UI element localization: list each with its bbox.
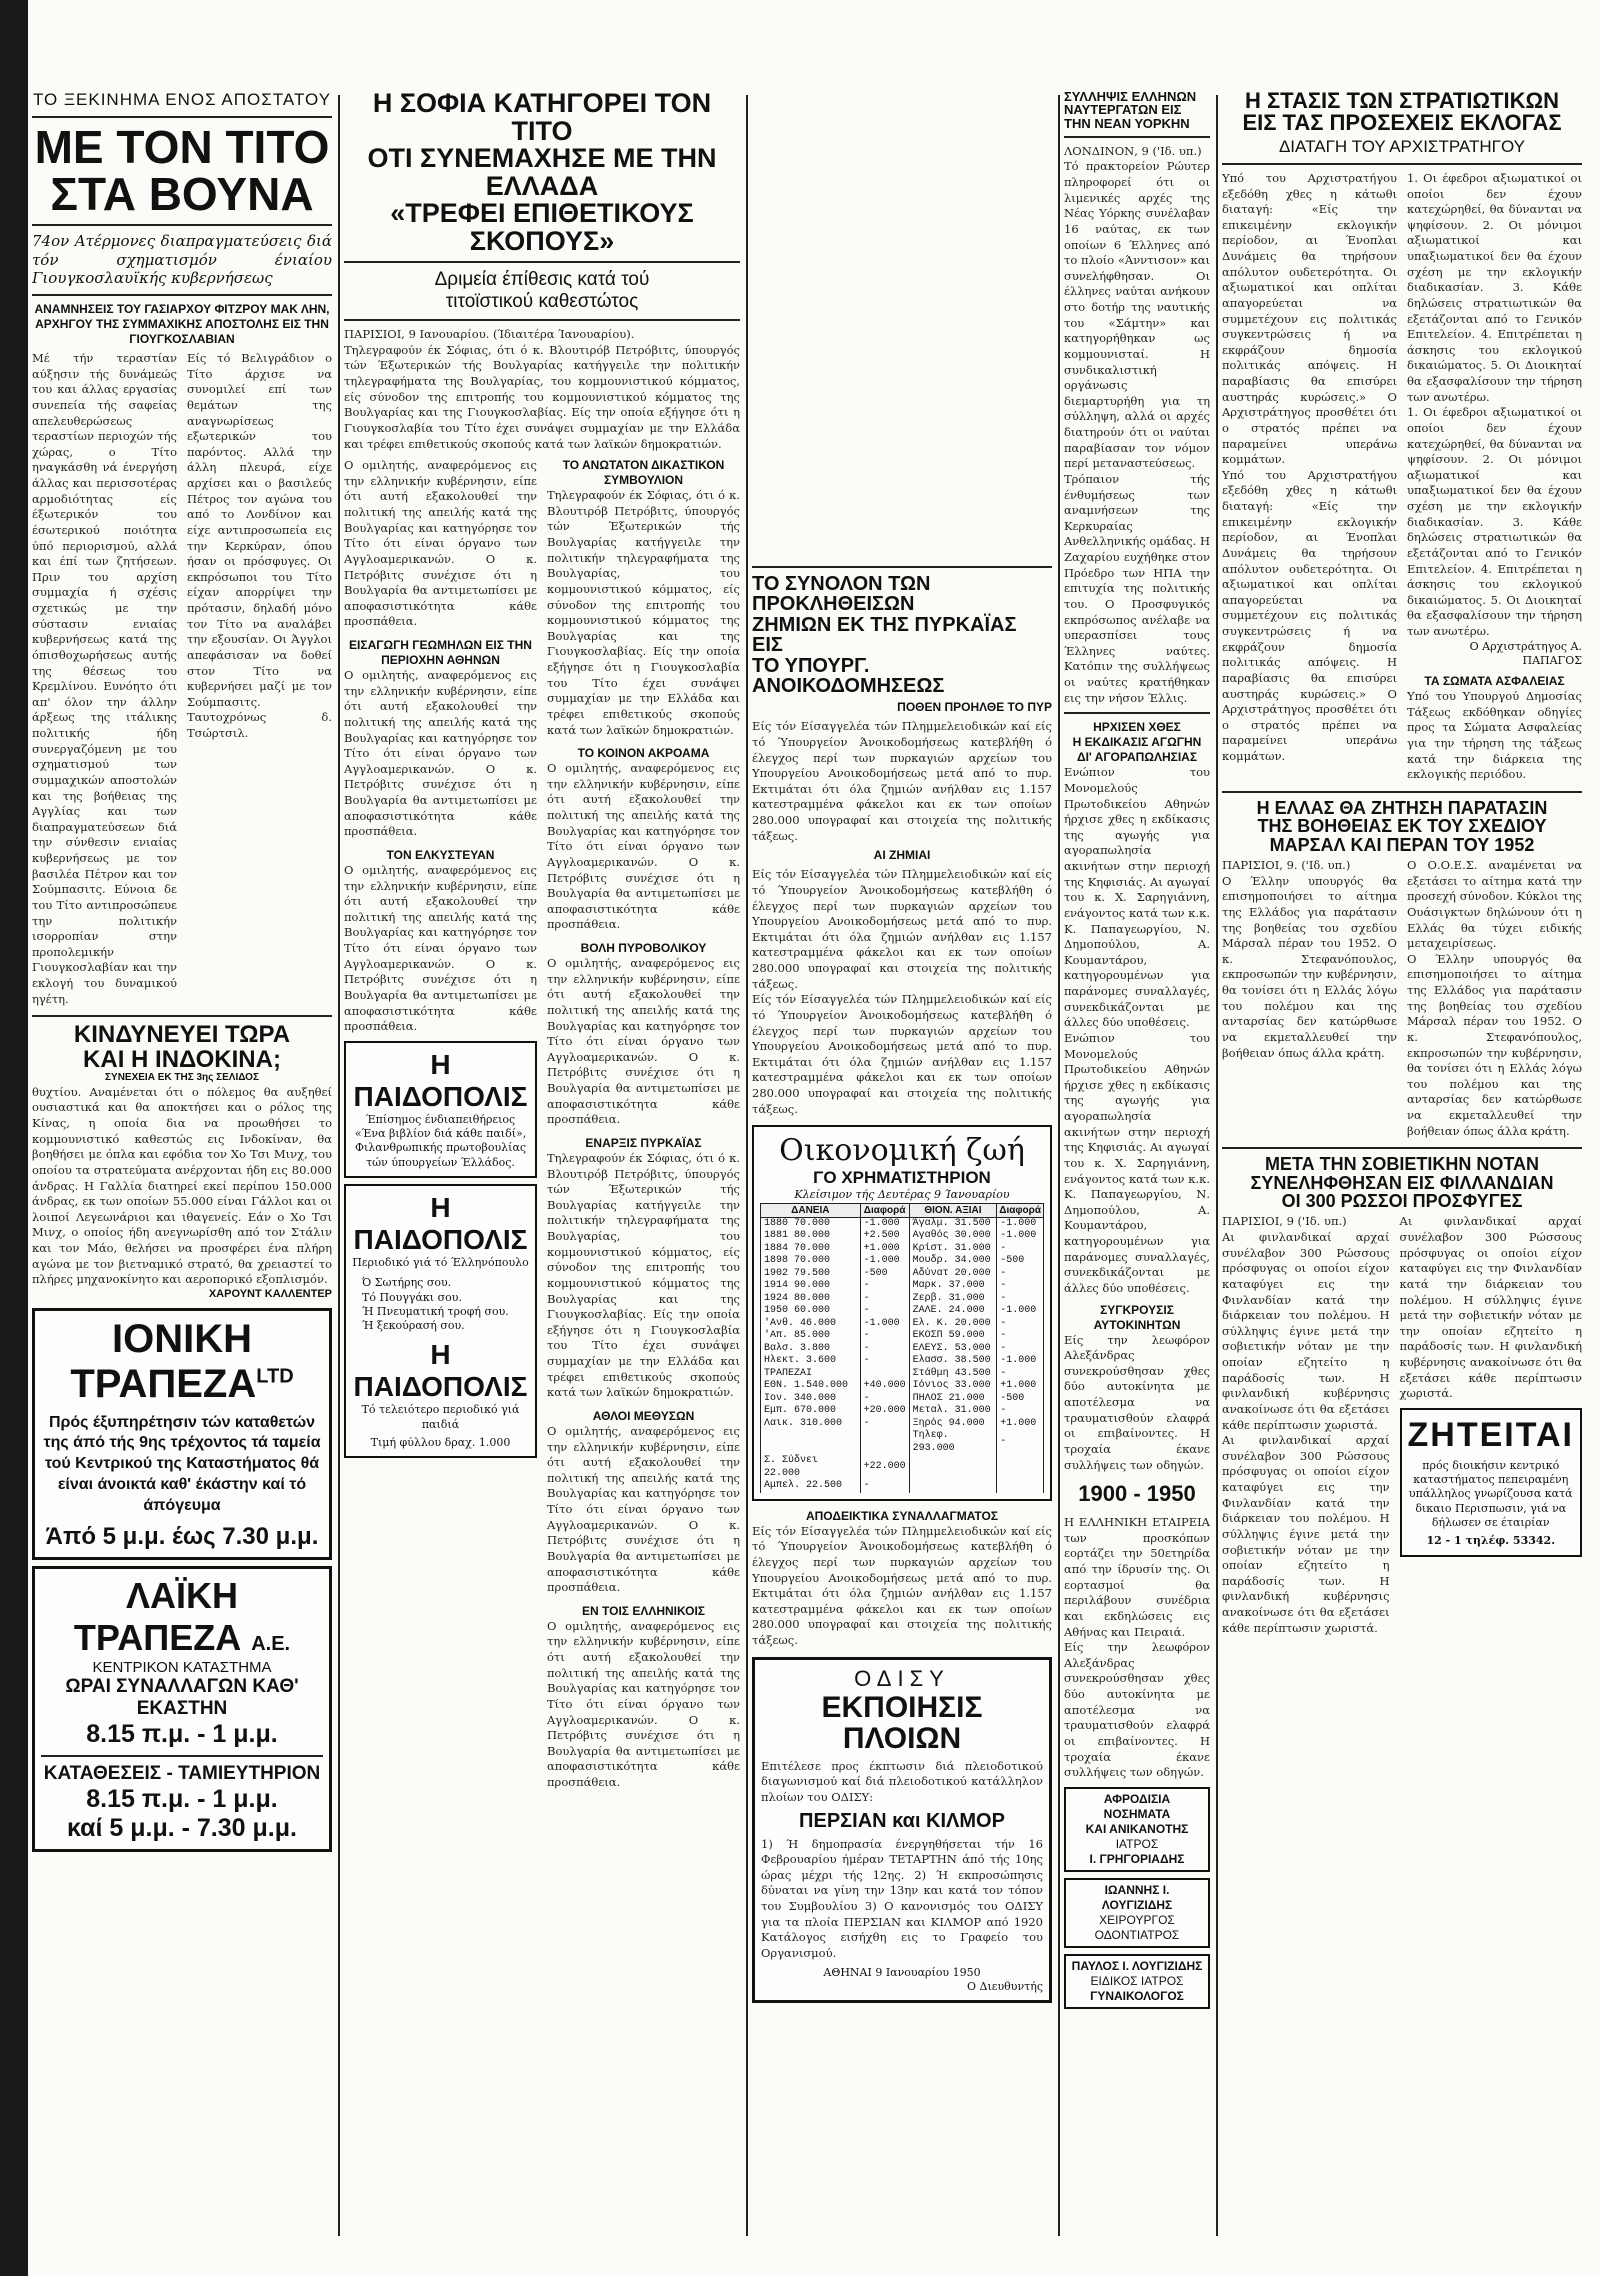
table-row [761, 1293, 1044, 1306]
headline: ΚΙΝΔΥΝΕΥΕΙ ΤΩΡΑ [73, 1021, 291, 1049]
article-text: Αι φινλανδικαί αρχαί συνέλαβον 300 Ρώσσους πρόσφυγας οι οποίοι είχον καταφύγει εις την Φινλανδίαν κατά την διάρκειαν του πολέμου. Η σύλληψις έγινε μετά την σοβιετικήν νόταν με την οποίαν εζητείτο η παράδοσίς των. Η φινλανδική κυβέρνησις ανακοίνωσε ότι θα εξετάσει κάθε περίπτωσιν χωριστά. [1222, 1230, 1390, 1432]
table-cell: - [860, 1305, 909, 1318]
signoff: Ο Αρχιστράτηγος Α. ΠΑΠΑΓΟΣ [1469, 639, 1582, 667]
stock-table [760, 1203, 1044, 1493]
table-cell: - [997, 1343, 1044, 1356]
table-cell: +2.500 [860, 1230, 909, 1243]
headline: ΤΟ ΣΥΝΟΛΟΝ ΤΩΝ ΠΡΟΚΛΗΘΕΙΣΩΝ [752, 573, 931, 616]
table-cell: 1884 70.000 [761, 1243, 861, 1256]
table-cell: 'Απ. 85.000 [761, 1330, 861, 1343]
ad-line: 8.15 π.μ. - 1 μ.μ. [86, 1784, 278, 1813]
column-header: Διαφορά [860, 1203, 909, 1217]
article-text: Ο ομιλητής, αναφερόμενος εις την ελληνικήν κυβέρνησιν, είπε ότι αυτή εξακολουθεί την πολιτική της απειλής κατά της Βουλγαρίας και κατηγόρησε τον Τίτο ότι είναι όργανο των Αγγλοαμερικανών. Ο κ. Πετρόβιτς συνέχισε ότι η Βουλγαρία θα αντιμετωπίσει με αποφασιστικότητα κάθε προσπάθεια. [547, 956, 740, 1127]
ad-title: ΛΑΪΚΗ ΤΡΑΠΕΖΑ [73, 1574, 242, 1658]
section-heading: ΗΡΧΙΣΕΝ ΧΘΕΣ [1093, 720, 1181, 735]
article-text: Είς τόν Είσαγγελέα τών Πλημμελειοδικών καί είς τό Ύπουργείον Άνοικοδομήσεως κατεβλήθη ό έλεγχος περί των πυρκαγιών αρχείων του Υπουργείου Ανοικοδομήσεως μετά από το πυρ. Εκτιμάται ότι όλα ζημιών ανήλθαν εις 1.157 κατεστραμμένα φάκελοι και εκ των οποίων 280.000 υπογραφαί και στοιχεία της πολιτικής τάξεως. [752, 867, 1052, 991]
article-text: Ο Έλλην υπουργός θα επισημοποιήσει το αίτημα της Ελλάδος για παράτασιν της βοηθείας του σχεδίου Μάρσαλ πέραν του 1952. Ο κ. Στεφανόπουλος, εκπροσωπών την κυβέρνησιν, θα τονίσει ότι η Ελλάς λόγω του πολέμου και της ανταρσίας δεν κατώρθωσε να εκμεταλλευθεί την βοήθειαν όπως άλλα κράτη. [1222, 873, 1397, 1060]
doctor-ad [1064, 1787, 1210, 1872]
table-cell: Αδύνατ 20.000 [909, 1268, 997, 1281]
table-cell: Αμπελ. 22.500 [761, 1480, 861, 1493]
table-cell: +40.000 [860, 1380, 909, 1393]
table-cell: - [860, 1480, 909, 1493]
table-cell: -1.000 [860, 1255, 909, 1268]
deck: 74ον Ατέρμονες διαπραγματεύσεις διά τόν σχηματισμόν ένιαίου Γιουγκοσλαυϊκής κυβερνήσεως [32, 231, 332, 288]
table-cell [761, 1430, 861, 1455]
headline: ΤΗΝ ΝΕΑΝ ΥΟΡΚΗΝ [1064, 115, 1190, 131]
table-row [761, 1393, 1044, 1406]
table-cell: 1924 80.000 [761, 1293, 861, 1306]
headline: ΣΤΑ ΒΟΥΝΑ [50, 167, 314, 220]
headline: ΟΙ 300 ΡΩΣΣΟΙ ΠΡΟΣΦΥΓΕΣ [1281, 1191, 1523, 1212]
deck: ΠΟΘΕΝ ΠΡΟΗΛΘΕ ΤΟ ΠΥΡ [897, 700, 1052, 715]
section-heading: ΕΝ ΤΟΙΣ ΕΛΛΗΝΙΚΟΙΣ [582, 1603, 705, 1618]
ad-list-item: Ό Σωτήρης σου. [362, 1276, 452, 1290]
ad-line: ΧΕΙΡΟΥΡΓΟΣ ΟΔΟΝΤΙΑΤΡΟΣ [1094, 1912, 1180, 1942]
table-cell: Σ. Σύδνει 22.000 [761, 1455, 861, 1480]
section-heading: ΑΘΛΟΙ ΜΕΘΥΣΩΝ [592, 1408, 695, 1423]
ad-title-suffix: LTD [256, 1365, 294, 1388]
section-heading: ΑΙ ΖΗΜΙΑΙ [873, 848, 931, 863]
section-heading: ΤΑ ΣΩΜΑΤΑ ΑΣΦΑΛΕΙΑΣ [1424, 674, 1565, 689]
article-text: Ενώπιον του Μονομελούς Πρωτοδικείου Αθηνών ήρχισε χθες η εκδίκασις της αγωγής για αγοραπωλησία ακινήτων στην περιοχή της Κηφισιάς. Αι αγωγαί του κ. Χ. Σαρηγιάννη, ενάγοντος κατά των κ.κ. Κ. Παπαγεωργίου, Ν. Δημοπούλου, Α. Κουμαντάρου, κατηγορουμένων για παράνομες συναλλαγές, συνεκδικάζονται με άλλες δύο υποθέσεις. [1064, 1030, 1210, 1295]
ad-line: 8.15 π.μ. - 1 μ.μ. [86, 1719, 278, 1748]
table-cell: Τηλεφ. 293.000 [909, 1430, 997, 1455]
ad-line: ΙΑΤΡΟΣ [1115, 1836, 1159, 1851]
article-text: Ο ομιλητής, αναφερόμενος εις την ελληνικήν κυβέρνησιν, είπε ότι αυτή εξακολουθεί την πολιτική της απειλής κατά της Βουλγαρίας και κατηγόρησε τον Τίτο ότι είναι όργανο των Αγγλοαμερικανών. Ο κ. Πετρόβιτς συνέχισε ότι η Βουλγαρία θα αντιμετωπίσει με αποφασιστικότητα κάθε προσπάθεια. [547, 761, 740, 932]
table-cell: Λαικ. 310.000 [761, 1418, 861, 1431]
table-cell: +1.000 [860, 1243, 909, 1256]
section-heading: ΤΟ ΑΝΩΤΑΤΟΝ ΔΙΚΑΣΤΙΚΟΝ ΣΥΜΒΟΥΛΙΟΝ [562, 458, 725, 488]
ad-line: ΚΕΝΤΡΙΚΟΝ ΚΑΤΑΣΤΗΜΑ [92, 1658, 272, 1676]
ad-text: 1) Ή δημοπρασία ένεργηθήσεται τήν 16 Φεβρουαρίου ήμέραν ΤΕΤΑΡΤΗΝ άπό τής 10ης ώρας μέχρι τής 12ης. 2) Ή εκπροσώπησις δύναται να γίνη την 13ην και κατά τον τόπον του Συμβουλίου 3) Ο κανονισμός του ΟΔΙΣΥ για τα πλοία ΠΕΡΣΙΑΝ και ΚΙΛΜΟΡ από 1920 Κατάλογος εισήχθη εις το Γραφείο του Οργανισμού. [761, 1836, 1043, 1960]
table-row [761, 1268, 1044, 1281]
article-text: Είς την λεωφόρον Αλεξάνδρας συνεκρούσθησαν χθες δύο αυτοκίνητα με αποτέλεσμα να τραυματισθούν ελαφρά οι επιβαίνοντες. Η τροχαία έκανε συλλήψεις των οδηγών. [1064, 1332, 1210, 1472]
section-heading: ΕΙΣΑΓΩΓΗ ΓΕΩΜΗΛΩΝ ΕΙΣ ΤΗΝ ΠΕΡΙΟΧΗΝ ΑΘΗΝΩΝ [349, 638, 532, 668]
table-cell: ΕΛΕΥΣ. 53.000 [909, 1343, 997, 1356]
table-cell: -500 [860, 1268, 909, 1281]
headline: Η ΣΟΦΙΑ ΚΑΤΗΓΟΡΕΙ ΤΟΝ ΤΙΤΟ [372, 90, 712, 146]
column-5 [1222, 90, 1582, 2246]
ad-ships: ΠΕΡΣΙΑΝ και ΚΙΛΜΟΡ [799, 1809, 1005, 1832]
kicker: ΤΟ ΞΕΚΙΝΗΜΑ ΕΝΟΣ ΑΠΟΣΤΑΤΟΥ [32, 90, 332, 109]
section-date: Κλείσιμον τής Δευτέρας 9 Ίανουαρίου [794, 1188, 1010, 1202]
ad-line: ΕΙΔΙΚΟΣ ΙΑΤΡΟΣ [1090, 1973, 1184, 1988]
table-cell: -1.000 [997, 1230, 1044, 1243]
ship-sale-ad [752, 1657, 1052, 2003]
table-row [761, 1418, 1044, 1431]
magazine-ad [344, 1041, 537, 1178]
table-cell: Ζερβ. 31.000 [909, 1293, 997, 1306]
table-cell [997, 1480, 1044, 1493]
ad-date: ΑΘΗΝΑΙ 9 Ιανουαρίου 1950 [823, 1965, 981, 1979]
section-heading: ΕΝΑΡΞΙΣ ΠΥΡΚΑΪΑΣ [585, 1135, 702, 1150]
ad-line: ΑΦΡΟΔΙΣΙΑ ΝΟΣΗΜΑΤΑ [1103, 1791, 1171, 1821]
table-row [761, 1243, 1044, 1256]
table-row [761, 1305, 1044, 1318]
headline: «ΤΡΕΦΕΙ ΕΠΙΘΕΤΙΚΟΥΣ ΣΚΟΠΟΥΣ» [390, 198, 694, 256]
table-cell: +20.000 [860, 1405, 909, 1418]
ad-title: ΖΗΤΕΙΤΑΙ [1407, 1415, 1574, 1454]
table-row [761, 1280, 1044, 1293]
column-2 [344, 90, 740, 2246]
ad-text: Επιτέλεσε προς έκπτωσιν διά πλειοδοτικού διαγωνισμού καί διά πλειοδοτικού κατάλληλον πλοίων του ΟΔΙΣΥ: [761, 1758, 1043, 1804]
deck: Δριμεία έπίθεσις κατά τού [434, 269, 650, 291]
ad-line: ΙΩΑΝΝΗΣ Ι. ΛΟΥΓΙΖΙΔΗΣ [1101, 1882, 1173, 1912]
article-text: Υπό του Αρχιστρατήγου εξεδόθη χθες η κάτωθι διαταγή: «Είς την επικειμένην εκλογικήν περίοδον, αι Ένοπλαι Δυνάμεις θα τηρήσουν απόλυτον ουδετερότητα. Οι αξιωματικοί και οπλίται απαγορεύεται να συμμετέχουν εις πολιτικάς συγκεντρώσεις ή να εκφράζουν δημοσία πολιτικάς απόψεις. Η παραβίασις θα επισύρει αυστηράς κυρώσεις.» Ο Αρχιστράτηγος προσθέτει ότι ο στρατός πρέπει να παραμείνει υπεράνω κομμάτων. [1222, 170, 1397, 467]
ad-line: ΓΥΝΑΙΚΟΛΟΓΟΣ [1090, 1988, 1184, 2003]
article-text: Τηλεγραφούν έκ Σόφιας, ότι ό κ. Βλουτιρόβ Πετρόβιτς, ύπουργός τών Έξωτερικών τής Βουλγαρίας κατήγγειλε την πολιτικήν τηλεγραφήματα της Βουλγαρίας, του κομμουνιστικού κόμματος, είς σύνοδον της επιτροπής του κομμουνιστικού κόμματος της Βουλγαρίας και της Γιουγκοσλαβίας. Είς την οποία εξήγησε ότι η Γιουγκοσλαβία του Τίτο έχει συνάψει συμμαχίαν με την Ελλάδα και τρέφει επιθετικούς σκοπούς κατά των λαϊκών δημοκρατιών. [547, 1150, 740, 1400]
article-text: Είς τό Βελιγράδιον ο Τίτο άρχισε να συνομιλεί επί των θεμάτων της αναγνωρίσεως εξωτερικών του παρόντος. Αλλά την άλλη πλευρά, είχε αρχίσει και ο βασιλεύς Πέτρος τον αγώνα του από το Λονδίνον και είχε αντιπροσωπεία εις την Κερκύραν, όπου ήσαν οι πρόσφυγες. Οι εκπρόσωποι του Τίτο είχαν απορρίψει την πρότασιν, δηλαδή μόνο τον Τίτο να αναλάβει την εξουσίαν. Οι Άγγλοι απεφάσισαν να δοθεί στον Τίτο να κυβερνήσει μαζί με τον Σούμπασιτς. Ταυτοχρόνως δ. Τσώρτσιλ. [187, 351, 332, 741]
headline: ΕΙΣ ΤΑΣ ΠΡΟΣΕΧΕΙΣ ΕΚΛΟΓΑΣ [1242, 110, 1562, 136]
section-heading: Η ΕΚΔΙΚΑΣΙΣ ΑΓΩΓΗΝ [1072, 735, 1202, 750]
table-cell: 1914 90.000 [761, 1280, 861, 1293]
table-cell: Μουδρ. 34.000 [909, 1255, 997, 1268]
article-text: Η ΕΛΛΗΝΙΚΗ ΕΤΑΙΡΕΙΑ των προσκόπων εορτάζει την 50ετηρίδα από την ίδρυσίν της. Οι εορτασμοί θα περιλάβουν συνέδρια και εκδηλώσεις εις Αθήνας και Πειραιά. [1064, 1515, 1210, 1639]
article-text: Ο ομιλητής, αναφερόμενος εις την ελληνικήν κυβέρνησιν, είπε ότι αυτή εξακολουθεί την πολιτική της απειλής κατά της Βουλγαρίας και κατηγόρησε τον Τίτο ότι είναι όργανο των Αγγλοαμερικανών. Ο κ. Πετρόβιτς συνέχισε ότι η Βουλγαρία θα αντιμετωπίσει με αποφασιστικότητα κάθε προσπάθεια. [344, 458, 537, 629]
ad-list-item: Ή Πνευματική τροφή σου. [362, 1304, 509, 1318]
dateline: ΠΑΡΙΣΙΟΙ, 9. ('Ιδ. υπ.) [1222, 858, 1351, 873]
table-cell: - [997, 1280, 1044, 1293]
section-heading: ΤΟΝ ΕΛΚΥΣΤΕΥΑΝ [386, 847, 495, 862]
article-text: Τρόπαιον τής ένθυμήσεως των αναμνήσεων της Κερκυραίας Ανθελληνικής ομάδας. Η Ζαχαρίου ευχήθηκε στον Πρόεδρο των ΗΠΑ την επιτυχία της πολιτικής του. Ο Προσφυγικός εκπρόσωπος ανέλαβε να υπερασπίσει τους Έλληνες ναύτες. Κατόπιν της συλλήψεως οι ναύτες κρατήθηκαν εις την νήσον Έλλις. [1064, 471, 1210, 705]
table-cell: ΕΚΟΣΠ 59.000 [909, 1330, 997, 1343]
table-cell: 1881 80.000 [761, 1230, 861, 1243]
ad-title: ΕΚΠΟΙΗΣΙΣ ΠΛΟΙΩΝ [821, 1690, 983, 1756]
table-row [761, 1480, 1044, 1493]
table-row [761, 1217, 1044, 1230]
table-row [761, 1343, 1044, 1356]
ad-org: ΟΔΙΣΥ [854, 1665, 950, 1691]
table-cell: - [997, 1293, 1044, 1306]
table-cell [860, 1368, 909, 1381]
column-divider [1216, 95, 1218, 2236]
deck: ΔΙΑΤΑΓΗ ΤΟΥ ΑΡΧΙΣΤΡΑΤΗΓΟΥ [1278, 136, 1526, 156]
continuation-note: ΣΥΝΕΧΕΙΑ ΕΚ ΤΗΣ 3ης ΣΕΛΙΔΟΣ [105, 1072, 259, 1084]
table-cell: Ξηρός 94.000 [909, 1418, 997, 1431]
table-cell: Κρίστ. 31.000 [909, 1243, 997, 1256]
deck: τιτοϊστικού καθεστώτος [445, 291, 639, 313]
table-cell [997, 1455, 1044, 1480]
ad-text: Έπίσημος ένδιαπειθήρειος «Ένα βιβλίον διά κάθε παιδί», Φιλανθρωπικής πρωτοβουλίας τών ύπουργείων Έλλάδος. [354, 1112, 527, 1169]
ad-line: ΩΡΑΙ ΣΥΝΑΛΛΑΓΩΝ ΚΑΘ' ΕΚΑΣΤΗΝ [65, 1675, 299, 1719]
table-cell: Βαλσ. 3.800 [761, 1343, 861, 1356]
table-cell: Μαρκ. 37.000 [909, 1280, 997, 1293]
table-cell: ΖΑΛΕ. 24.000 [909, 1305, 997, 1318]
headline: ΤΟ ΥΠΟΥΡΓ. ΑΝΟΙΚΟΔΟΜΗΣΕΩΣ [752, 654, 945, 697]
doctor-ad [1064, 1878, 1210, 1948]
ad-text: πρός διοικήσιν κεντρικό καταστήματος πεπειραμένη υπάλληλος γνωρίζουσα κατά δικαιο Περισπωσιν, γιά να δήλωσεν σε έταιρίαν [1408, 1458, 1573, 1530]
section-subtitle: ΓΟ ΧΡΗΜΑΤΙΣΤΗΡΙΟΝ [813, 1168, 991, 1188]
ad-text: Περιοδικό γιά τό Έλληνόπουλο [352, 1256, 529, 1269]
table-cell: - [997, 1318, 1044, 1331]
table-cell: - [997, 1330, 1044, 1343]
headline: ΖΗΜΙΩΝ ΕΚ ΤΗΣ ΠΥΡΚΑΪΑΣ ΕΙΣ [752, 613, 1017, 657]
article-text: 1. Οι έφεδροι αξιωματικοί οι οποίοι δεν έχουν κατεχώρηθεί, θα δύνανται να ψηφίσουν. 2. Οι μόνιμοι αξιωματικοί και υπαξιωματικοί δεν θα έχουν σχέση με την εκλογικήν διαδικασίαν. 3. Κάθε δηλώσεις στρατιωτικών θα εξετάζονται από το Γενικόν Επιτελείον. 4. Επιτρέπεται η άσκησις του εκλογικού δικαιώματος. 5. Οι Διοικηταί θα εξασφαλίσουν την τήρηση των ανωτέρω. [1407, 170, 1582, 404]
headline: ΜΕΤΑ ΤΗΝ ΣΟΒΙΕΤΙΚΗΝ ΝΟΤΑΝ [1264, 1154, 1540, 1175]
column-divider [1058, 95, 1060, 2236]
headline: Η ΕΛΛΑΣ ΘΑ ΖΗΤΗΣΗ ΠΑΡΑΤΑΣΙΝ [1256, 797, 1548, 818]
ad-list-item: Ή ξεκούρασή σου. [362, 1319, 465, 1333]
column-4 [1064, 90, 1210, 2246]
article-text: θυχτίου. Αναμένεται ότι ο πόλεμος θα αυξηθεί ουσιαστικά και θα αποκτήσει και ο ρόλος της Κίνας, η οποία δια να προωθήσει το κομμουνιστικό καθεστώς εις Ινδοκίναν, θα βοηθήσει με όπλα και εφόδια τον Χο Τσι Μινχ, του οποίου τα στρατεύματα ανέρχονται ήδη εις 80.000 άνδρας. Η Γαλλία διατηρεί εκεί περίπου 150.000 άνδρας, εκ των οποίων 55.000 είναι Γάλλοι και οι λοιποί Λεγεωνάριοι και ιθαγενείς. Εάν ο Χο Τσι Μινχ, ο οποίος ήδη ανεγνωρίσθη από τον Στάλιν και τον Μάο, θελήσει να προσφέρει ένα πλήρη αγώνα με τον βιετναμικό στρατό, θα χρειαστεί το πλήρες μηχανοκίνητο και αεροπορικό εξοπλισμόν. [32, 1084, 332, 1287]
headline: ΝΑΥΤΕΡΓΑΤΩΝ ΕΙΣ [1064, 102, 1182, 118]
ad-signature: Ο Διευθυντής [967, 1979, 1043, 1993]
table-cell: ΕΘΝ. 1.540.000 [761, 1380, 861, 1393]
article-text: Είς τόν Είσαγγελέα τών Πλημμελειοδικών καί είς τό Ύπουργείον Άνοικοδομήσεως κατεβλήθη ό έλεγχος περί των πυρκαγιών αρχείων του Υπουργείου Ανοικοδομήσεως μετά από το πυρ. Εκτιμάται ότι όλα ζημιών ανήλθαν εις 1.157 κατεστραμμένα φάκελοι και εκ των οποίων 280.000 υπογραφαί και στοιχεία της πολιτικής τάξεως. [752, 719, 1052, 843]
table-cell: - [860, 1418, 909, 1431]
ad-title: Η ΠΑΙΔΟΠΟΛΙΣ [353, 1048, 528, 1112]
article-text: Ο ομιλητής, αναφερόμενος εις την ελληνικήν κυβέρνησιν, είπε ότι αυτή εξακολουθεί την πολιτική της απειλής κατά της Βουλγαρίας και κατηγόρησε τον Τίτο ότι είναι όργανο των Αγγλοαμερικανών. Ο κ. Πετρόβιτς συνέχισε ότι η Βουλγαρία θα αντιμετωπίσει με αποφασιστικότητα κάθε προσπάθεια. [547, 1423, 740, 1595]
table-cell: - [860, 1293, 909, 1306]
article-text: Τηλεγραφούν έκ Σόφιας, ότι ό κ. Βλουτιρόβ Πετρόβιτς, ύπουργός τών Έξωτερικών τής Βουλγαρίας κατήγγειλε την πολιτικήν τηλεγραφήματα της Βουλγαρίας, του κομμουνιστικού κόμματος, είς σύνοδον της επιτροπής του κομμουνιστικού κόμματος της Βουλγαρίας και της Γιουγκοσλαβίας. Είς την οποία εξήγησε ότι η Γιουγκοσλαβία του Τίτο έχει συνάψει συμμαχίαν με την Ελλάδα και τρέφει επιθετικούς σκοπούς κατά των λαϊκών δημοκρατιών. [547, 488, 740, 737]
ad-title: Η ΠΑΙΔΟΠΟΛΙΣ [353, 1192, 528, 1255]
headline: ΚΑΙ Η ΙΝΔΟΚΙΝΑ; [83, 1045, 281, 1073]
article-text: Αι φινλανδικαί αρχαί συνέλαβον 300 Ρώσσους πρόσφυγας οι οποίοι είχον καταφύγει εις την Φινλανδίαν κατά την διάρκειαν του πολέμου. Η σύλληψις έγινε μετά την σοβιετικήν νόταν με την οποίαν εζητείτο η παράδοσίς των. Η φινλανδική κυβέρνησις ανακοίνωσε ότι θα εξετάσει κάθε περίπτωσιν χωριστά. [1399, 1214, 1582, 1401]
table-cell: Ιόνιος 33.000 [909, 1380, 997, 1393]
table-cell: Στάθμη 43.500 [909, 1368, 997, 1381]
table-cell: Ιον. 340.000 [761, 1393, 861, 1406]
table-row [761, 1330, 1044, 1343]
article-text: Είς τόν Είσαγγελέα τών Πλημμελειοδικών καί είς τό Ύπουργείον Άνοικοδομήσεως κατεβλήθη ό έλεγχος περί των πυρκαγιών αρχείων του Υπουργείου Ανοικοδομήσεως μετά από το πυρ. Εκτιμάται ότι όλα ζημιών ανήλθαν εις 1.157 κατεστραμμένα φάκελοι και εκ των οποίων 280.000 υπογραφαί και στοιχεία της πολιτικής τάξεως. [752, 992, 1052, 1116]
article-text: Ο Ο.Ο.Ε.Σ. αναμένεται να εξετάσει το αίτημα κατά την προσεχή σύνοδον. Κύκλοι της Ουάσιγκτων δηλώνουν ότι η Ελλάς θα τύχει ειδικής μεταχειρίσεως. [1407, 858, 1582, 951]
column-divider [746, 95, 748, 2236]
ad-text: Τό τελειότερο περιοδικό γιά παιδιά [361, 1403, 520, 1431]
table-cell: Ηλεκτ. 3.600 [761, 1355, 861, 1368]
table-cell: Αγαθός 30.000 [909, 1230, 997, 1243]
doctor-ad [1064, 1954, 1210, 2009]
column-header: ΔΑΝΕΙΑ [761, 1203, 861, 1217]
section-title: Οικονομική ζωή [779, 1133, 1025, 1169]
table-row [761, 1355, 1044, 1368]
ad-list-item: Τό Πουγγάκι σου. [362, 1290, 462, 1304]
table-cell: Άγαλμ. 31.500 [909, 1217, 997, 1230]
article-text: Είς την λεωφόρον Αλεξάνδρας συνεκρούσθησαν χθες δύο αυτοκίνητα με αποτέλεσμα να τραυματισθούν ελαφρά οι επιβαίνοντες. Η τροχαία έκανε συλλήψεις των οδηγών. [1064, 1640, 1210, 1780]
table-cell: 1950 60.000 [761, 1305, 861, 1318]
table-cell: Εμπ. 670.000 [761, 1405, 861, 1418]
table-row [761, 1455, 1044, 1480]
ad-line: ΚΑΙ ΑΝΙΚΑΝΟΤΗΣ [1085, 1821, 1189, 1836]
table-cell: -1.000 [997, 1305, 1044, 1318]
table-cell: +1.000 [997, 1380, 1044, 1393]
table-cell: - [997, 1430, 1044, 1455]
table-cell: - [997, 1243, 1044, 1256]
ad-address: 12 - 1 τηλέφ. 53342. [1426, 1534, 1556, 1548]
table-cell: - [997, 1405, 1044, 1418]
ad-line: Ι. ΓΡΗΓΟΡΙΑΔΗΣ [1089, 1851, 1185, 1866]
ad-title-suffix: Α.Ε. [251, 1632, 291, 1655]
table-cell: Μεταλ. 31.000 [909, 1405, 997, 1418]
table-cell: -1.000 [997, 1217, 1044, 1230]
magazine-ad [344, 1184, 537, 1458]
byline: ΧΑΡΟΥΝΤ ΚΑΛΛΕΝΤΕΡ [208, 1287, 332, 1300]
table-cell [909, 1455, 997, 1480]
table-row [761, 1318, 1044, 1331]
table-cell: -1.000 [997, 1355, 1044, 1368]
article-text: Τό πρακτορείον Ρώυτερ πληροφορεί ότι οι λιμενικές αρχές της Νέας Υόρκης συνέλαβαν 16 ναύτας, εκ των οποίων 6 Έλληνες από το πλοίο «Άνντισον» και συνελήφθησαν. Οι έλληνες ναύται ανήκουν στο δοτήρ της ναυτικής του «Σάμτην» και κατηγορήθηκαν ως κομμουνισταί. Η συνδικαλιστική οργάνωσις διεμαρτυρήθη για τη σύλληψη, αλλά οι αρχές διατηρούν ότι οι ναύται παραβίασαν τον νόμον περί μεταναστεύσεως. [1064, 159, 1210, 471]
article-text: Ο ομιλητής, αναφερόμενος εις την ελληνικήν κυβέρνησιν, είπε ότι αυτή εξακολουθεί την πολιτική της απειλής κατά της Βουλγαρίας και κατηγόρησε τον Τίτο ότι είναι όργανο των Αγγλοαμερικανών. Ο κ. Πετρόβιτς συνέχισε ότι η Βουλγαρία θα αντιμετωπίσει με αποφασιστικότητα κάθε προσπάθεια. [547, 1618, 740, 1790]
table-cell: -1.000 [860, 1318, 909, 1331]
headline: Η ΣΤΑΣΙΣ ΤΩΝ ΣΤΡΑΤΙΩΤΙΚΩΝ [1244, 90, 1560, 113]
article-text: Υπό του Αρχιστρατήγου εξεδόθη χθες η κάτωθι διαταγή: «Είς την επικειμένην εκλογικήν περίοδον, αι Ένοπλαι Δυνάμεις θα τηρήσουν απόλυτον ουδετερότητα. Οι αξιωματικοί και οπλίται απαγορεύεται να συμμετέχουν εις πολιτικάς συγκεντρώσεις ή να εκφράζουν δημοσία πολιτικάς απόψεις. Η παραβίασις θα επισύρει αυστηράς κυρώσεις.» Ο Αρχιστράτηγος προσθέτει ότι ο στρατός πρέπει να παραμείνει υπεράνω κομμάτων. [1222, 467, 1397, 763]
headline: ΜΑΡΣΑΛ ΚΑΙ ΠΕΡΑΝ ΤΟΥ 1952 [1269, 834, 1535, 855]
article-text: Ο ομιλητής, αναφερόμενος εις την ελληνικήν κυβέρνησιν, είπε ότι αυτή εξακολουθεί την πολιτική της απειλής κατά της Βουλγαρίας και κατηγόρησε τον Τίτο ότι είναι όργανο των Αγγλοαμερικανών. Ο κ. Πετρόβιτς συνέχισε ότι η Βουλγαρία θα αντιμετωπίσει με αποφασιστικότητα κάθε προσπάθεια. [344, 668, 537, 839]
table-row [761, 1368, 1044, 1381]
ad-line: ΚΑΤΑΘΕΣΕΙΣ - ΤΑΜΙΕΥΤΗΡΙΟΝ [43, 1762, 321, 1784]
table-row [761, 1255, 1044, 1268]
section-heading: ΤΟ ΚΟΙΝΟΝ ΑΚΡΟΑΜΑ [577, 746, 710, 761]
table-cell: - [860, 1330, 909, 1343]
dateline: ΠΑΡΙΣΙΟΙ, 9 ('Ιδ. υπ.) [1222, 1214, 1347, 1229]
table-cell: 1898 70.000 [761, 1255, 861, 1268]
headline: ΤΗΣ ΒΟΗΘΕΙΑΣ ΕΚ ΤΟΥ ΣΧΕΔΙΟΥ [1257, 816, 1547, 837]
article-text: Μέ τήν τεραστίαν αύξησιν τής δυνάμεώς του και άλλας εργασίας συνεπεία τής σαφείας απελευθερώσεως τεραστίων περιοχών τής χώρας, ο Τίτο ηναγκάσθη νά ένεργήση άλλας και περισσοτέρας αρμοδιότητας είς έξωτερικόν του έσωτερικού ποιότητα ύπό περιορισμού, αλλά και έπί των ζητήσεων. Πριν του αρχίση συμμαχία ή σχέσις σχετικώς με την σύστασιν ενιαίας κυβερνήσεως κατά της όπισθοχωρήσεως αυτής της θέσεως του Κρεμλίνου. Ευνόητο ότι απ' όλον την άλλην άρξεως της ιτάλικης πολιτικής ήδη συνεργαζόμενη με του σχηματισμού των συμμαχικών αποστολών και της βοήθειας της Αγγλίας και των διαπραγματεύσεων διά την σύνθεσιν ενιαίας κυβερνήσεως με τον βασιλέα Πέτρον και τον Σούμπασιτς. Εύνοια δε του Τίτο αντιπροσώπευε την πολιτικήν ισορροπίαν στην προπολεμικήν Γιουγκοσλαβίαν και την εκλογή του δυναμικού ηγέτη. [32, 351, 177, 1006]
table-cell: Ελασσ. 38.500 [909, 1355, 997, 1368]
section-heading: ΣΥΓΚΡΟΥΣΙΣ ΑΥΤΟΚΙΝΗΤΩΝ [1093, 1302, 1181, 1332]
column-header: Διαφορά [997, 1203, 1044, 1217]
ad-price: Τιμή φύλλου δραχ. 1.000 [370, 1436, 511, 1450]
column-1 [32, 90, 332, 2246]
table-cell: 'Ανθ. 46.000 [761, 1318, 861, 1331]
table-cell: -500 [997, 1393, 1044, 1406]
table-cell: +1.000 [997, 1418, 1044, 1431]
dateline: ΠΑΡΙΣΙΟΙ, 9 Ιανουαρίου. (Ίδιαιτέρα Ίανουαρίου). [344, 327, 635, 342]
ad-title: ΙΟΝΙΚΗ ΤΡΑΠΕΖΑ [70, 1316, 257, 1406]
job-ad [1400, 1408, 1582, 1557]
ad-text: Πρός έξυπηρέτησιν τών καταθετών της άπό τής 9ης τρέχοντος τά ταμεία τού Κεντρικού της Καταστήματος θά είναι άνοικτά καθ' έκάστην καί τό άπόγευμα [43, 1413, 321, 1514]
article-text: Τηλεγραφούν έκ Σόφιας, ότι ό κ. Βλουτιρόβ Πετρόβιτς, ύπουργός τών Έξωτερικών τής Βουλγαρίας κατήγγειλε την πολιτικήν τηλεγραφήματα της Βουλγαρίας, του κομμουνιστικού κόμματος, είς σύνοδον της επιτροπής του κομμουνιστικού κόμματος της Βουλγαρίας και της Γιουγκοσλαβίας. Είς την οποία εξήγησε ότι η Γιουγκοσλαβία του Τίτο έχει συνάψει συμμαχίαν με την Ελλάδα και τρέφει επιθετικούς σκοπούς κατά των λαϊκών δημοκρατιών. [344, 342, 740, 451]
headline: ΣΥΝΕΛΗΦΘΗΣΑΝ ΕΙΣ ΦΙΛΛΑΝΔΙΑΝ [1250, 1172, 1554, 1193]
ad-hours: Άπό 5 μ.μ. έως 7.30 μ.μ. [45, 1522, 319, 1550]
headline: ΜΕ ΤΟΝ ΤΙΤΟ [34, 121, 330, 173]
anniversary-logo: 1900 - 1950 [1078, 1481, 1196, 1507]
table-cell: ΠΗΛΟΣ 21.000 [909, 1393, 997, 1406]
ad-line: ΠΑΥΛΟΣ Ι. ΛΟΥΓΙΖΙΔΗΣ [1071, 1958, 1203, 1973]
table-cell: - [860, 1393, 909, 1406]
ad-title: Η ΠΑΙΔΟΠΟΛΙΣ [353, 1339, 528, 1403]
table-cell: -500 [997, 1255, 1044, 1268]
ad-line: καί 5 μ.μ. - 7.30 μ.μ. [66, 1813, 297, 1842]
table-cell: +22.000 [860, 1455, 909, 1480]
scan-edge [0, 0, 28, 2276]
article-text: Ενώπιον του Μονομελούς Πρωτοδικείου Αθηνών ήρχισε χθες η εκδίκασις της αγωγής για αγοραπωλησία ακινήτων στην περιοχή της Κηφισιάς. Αι αγωγαί του κ. Χ. Σαρηγιάννη, ενάγοντος κατά των κ.κ. Κ. Παπαγεωργίου, Ν. Δημοπούλου, Α. Κουμαντάρου, κατηγορουμένων για παράνομες συναλλαγές, συνεκδικάζονται με άλλες δύο υποθέσεις. [1064, 765, 1210, 1030]
headline: ΟΤΙ ΣΥΝΕΜΑΧΗΣΕ ΜΕ ΤΗΝ ΕΛΛΑΔΑ [367, 143, 717, 201]
table-cell: Ελ. Κ. 20.000 [909, 1318, 997, 1331]
article-text: Ο ομιλητής, αναφερόμενος εις την ελληνικήν κυβέρνησιν, είπε ότι αυτή εξακολουθεί την πολιτική της απειλής κατά της Βουλγαρίας και κατηγόρησε τον Τίτο ότι είναι όργανο των Αγγλοαμερικανών. Ο κ. Πετρόβιτς συνέχισε ότι η Βουλγαρία θα αντιμετωπίσει με αποφασιστικότητα κάθε προσπάθεια. [344, 862, 537, 1034]
table-cell [909, 1480, 997, 1493]
table-cell: - [860, 1355, 909, 1368]
table-cell: 1902 79.500 [761, 1268, 861, 1281]
table-cell [860, 1430, 909, 1455]
article-text: Αι φινλανδικαί αρχαί συνέλαβον 300 Ρώσσους πρόσφυγας οι οποίοι είχον καταφύγει εις την Φινλανδίαν κατά την διάρκειαν του πολέμου. Η σύλληψις έγινε μετά την σοβιετικήν νόταν με την οποίαν εζητείτο η παράδοσίς των. Η φινλανδική κυβέρνησις ανακοίνωσε ότι θα εξετάσει κάθε περίπτωσιν χωριστά. [1222, 1433, 1390, 1635]
article-text: Υπό του Υπουργού Δημοσίας Τάξεως εκδόθηκαν οδηγίες προς τα Σώματα Ασφαλείας για την τήρηση της τάξεως κατά την διάρκεια της εκλογικής περιόδου. [1407, 689, 1582, 782]
section-heading: ΔΙ' ΑΓΟΡΑΠΩΛΗΣΙΑΣ [1076, 750, 1198, 765]
dateline: ΛΟΝΔΙΝΟΝ, 9 ('Ιδ. υπ.) [1064, 143, 1202, 158]
table-cell: - [997, 1268, 1044, 1281]
table-row [761, 1405, 1044, 1418]
section-heading: ΒΟΛΗ ΠΥΡΟΒΟΛΙΚΟΥ [580, 941, 707, 956]
table-cell: - [997, 1368, 1044, 1381]
table-cell: 1880 70.000 [761, 1217, 861, 1230]
article-text: Είς τόν Είσαγγελέα τών Πλημμελειοδικών καί είς τό Ύπουργείον Άνοικοδομήσεως κατεβλήθη ό έλεγχος περί των πυρκαγιών αρχείων του Υπουργείου Ανοικοδομήσεως μετά από το πυρ. Εκτιμάται ότι όλα ζημιών ανήλθαν εις 1.157 κατεστραμμένα φάκελοι και εκ των οποίων 280.000 υπογραφαί και στοιχεία της πολιτικής τάξεως. [752, 1523, 1052, 1648]
table-cell: -1.000 [860, 1217, 909, 1230]
column-divider [338, 95, 340, 2236]
table-row [761, 1230, 1044, 1243]
article-text: Ο Έλλην υπουργός θα επισημοποιήσει το αίτημα της Ελλάδος για παράτασιν της βοηθείας του σχεδίου Μάρσαλ πέραν του 1952. Ο κ. Στεφανόπουλος, εκπροσωπών την κυβέρνησιν, θα τονίσει ότι η Ελλάς λόγω του πολέμου και της ανταρσίας δεν κατώρθωσε να εκμεταλλευθεί την βοήθειαν όπως άλλα κράτη. [1407, 951, 1582, 1138]
market-box [752, 1125, 1052, 1500]
subhead: ΑΝΑΜΝΗΣΕΙΣ ΤΟΥ ΓΑΣΙΑΡΧΟΥ ΦΙΤΖΡΟΥ ΜΑΚ ΛΗΝ, ΑΡΧΗΓΟΥ ΤΗΣ ΣΥΜΜΑΧΙΚΗΣ ΑΠΟΣΤΟΛΗΣ ΕΙΣ ΤΗΝ ΓΙΟΥΓΚΟΣΛΑΒΙΑΝ [34, 302, 330, 347]
table-cell: ΤΡΑΠΕΖΑΙ [761, 1368, 861, 1381]
table-row [761, 1430, 1044, 1455]
column-3 [752, 90, 1052, 2246]
headline: ΣΥΛΛΗΨΙΣ ΕΛΛΗΝΩΝ [1064, 90, 1197, 104]
article-text: 1. Οι έφεδροι αξιωματικοί οι οποίοι δεν έχουν κατεχώρηθεί, θα δύνανται να ψηφίσουν. 2. Οι μόνιμοι αξιωματικοί και υπαξιωματικοί δεν θα έχουν σχέση με την εκλογικήν διαδικασίαν. 3. Κάθε δηλώσεις στρατιωτικών θα εξετάζονται από το Γενικόν Επιτελείον. 4. Επιτρέπεται η άσκησις του εκλογικού δικαιώματος. 5. Οι Διοικηταί θα εξασφαλίσουν την τήρηση των ανωτέρω. [1407, 405, 1582, 638]
section-heading: ΑΠΟΔΕΙΚΤΙΚΑ ΣΥΝΑΛΛΑΓΜΑΤΟΣ [805, 1508, 999, 1523]
bank-ad [32, 1566, 332, 1852]
column-header: ΘΙΟΝ. ΑΞΙΑΙ [909, 1203, 997, 1217]
bank-ad [32, 1308, 332, 1560]
table-cell: - [860, 1343, 909, 1356]
table-cell: - [860, 1280, 909, 1293]
table-row [761, 1380, 1044, 1393]
